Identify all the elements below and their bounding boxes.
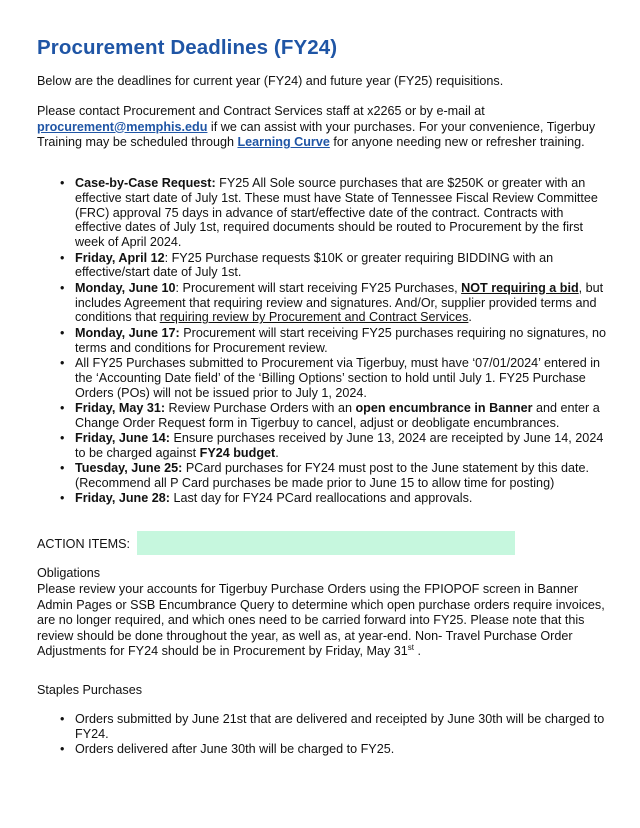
deadline-label: Friday, April 12 [75,250,165,265]
deadline-text: PCard purchases for FY24 must post to the June statement by this date. (Recommend all P Card purchases be made prior to June 15 to allow time for posting) [75,461,590,491]
obligations-end: . [414,644,421,659]
deadline-item [75,356,610,400]
deadline-emphasis: open encumbrance in Banner [355,400,533,415]
procurement-email-link[interactable]: procurement@memphis.edu [37,119,208,134]
deadline-emphasis: FY24 budget [199,445,276,460]
deadline-text: . [275,445,279,460]
deadline-label: Tuesday, June 25: [75,461,183,476]
staples-heading: Staples Purchases [37,683,143,697]
deadline-text: All FY25 Purchases submitted to Procurement via Tigerbuy, must have ‘07/01/2024’ entered in the ‘Accounting Date field’ of the ‘Billing Options’ section to hold until July 1. FY25 Purchase Orders (POs) will not be issued prior to July 1, 2024. [75,355,601,400]
deadline-text: : FY25 Purchase requests $10K or greater requiring BIDDING with an effective/start date of July 1st. [75,250,554,280]
deadline-label: Friday, June 14: [75,431,170,446]
deadline-item [75,401,610,431]
deadline-item [75,281,610,325]
contact-text-middle: if we can assist with your purchases. For your convenience, Tigerbuy Training may be scheduled through [37,119,596,150]
deadline-item [75,326,610,356]
staples-list [75,712,610,758]
staples-item: • Orders delivered after June 30th will be charged to FY25. [75,742,610,757]
deadline-item [75,251,610,281]
obligations-text: Please review your accounts for Tigerbuy Purchase Orders using the FPIOPOF screen in Banner Admin Pages or SSB Encumbrance Query to determine which open purchase orders require invoices, are no longer required, and which ones need to be carried forward into FY25. Please note that this review should be done throughout the year, as well as, at year-end. Non- Travel Purchase Order Adjustments for FY24 should be in Procurement by Friday, May 31 [37,582,605,659]
deadline-text: : Procurement will start receiving FY25 Purchases, [175,280,462,295]
deadline-emphasis: NOT requiring a bid [461,280,579,295]
contact-paragraph [37,104,612,151]
obligations-body [37,582,612,660]
deadline-label: Case-by-Case Request: [75,176,216,190]
deadline-text: Review Purchase Orders with an [165,400,356,415]
deadline-text: Procurement will start receiving FY25 purchases requiring no signatures, no terms and conditions for Procurement review. [75,325,607,355]
obligations-heading: Obligations [37,566,101,580]
deadline-item [75,176,610,250]
page-title: Procurement Deadlines (FY24) [37,36,338,59]
deadline-item [75,491,610,506]
action-items-label: ACTION ITEMS: [37,537,131,551]
deadline-underline: requiring review by Procurement and Contract Services [159,310,469,325]
contact-text-after: for anyone needing new or refresher training. [329,135,585,150]
deadlines-list [75,176,610,507]
action-items-highlight [137,531,515,555]
contact-text-before: Please contact Procurement and Contract Services staff at x2265 or by e-mail at [37,104,485,118]
deadline-text: FY25 All Sole source purchases that are $250K or greater with an effective start date of July 1st. These must have State of Tennessee Fiscal Review Committee (FRC) approval 75 days in advance of start/effective date of the contract. Contracts with effective dates of July 1st, required documents should be routed to Procurement by the first week of April 2024. [75,176,598,250]
deadline-label: Friday, May 31: [75,400,166,415]
deadline-label: Monday, June 17: [75,325,180,340]
deadline-text: and enter a Change Order Request form in Tigerbuy to cancel, adjust or deobligate encumbrances. [75,400,600,430]
deadline-text: Last day for FY24 PCard reallocations and approvals. [169,491,473,506]
ordinal-suffix: st [407,643,414,653]
deadline-item [75,461,610,491]
deadline-text: , but includes Agreement that requiring review and signatures. And/Or, supplier provided terms and conditions that [75,280,604,325]
staples-item: • Orders submitted by June 21st that are delivered and receipted by June 30th will be charged to FY24. [75,712,610,742]
deadline-label: Friday, June 28: [75,491,170,506]
deadline-text: Ensure purchases received by June 13, 2024 are receipted by June 14, 2024 to be charged against [75,431,604,460]
deadline-label: Monday, June 10 [75,280,176,295]
deadline-item [75,431,610,461]
deadline-text: . [468,310,472,325]
intro-paragraph: Below are the deadlines for current year (FY24) and future year (FY25) requisitions. [37,74,504,88]
learning-curve-link[interactable]: Learning Curve [237,135,330,150]
